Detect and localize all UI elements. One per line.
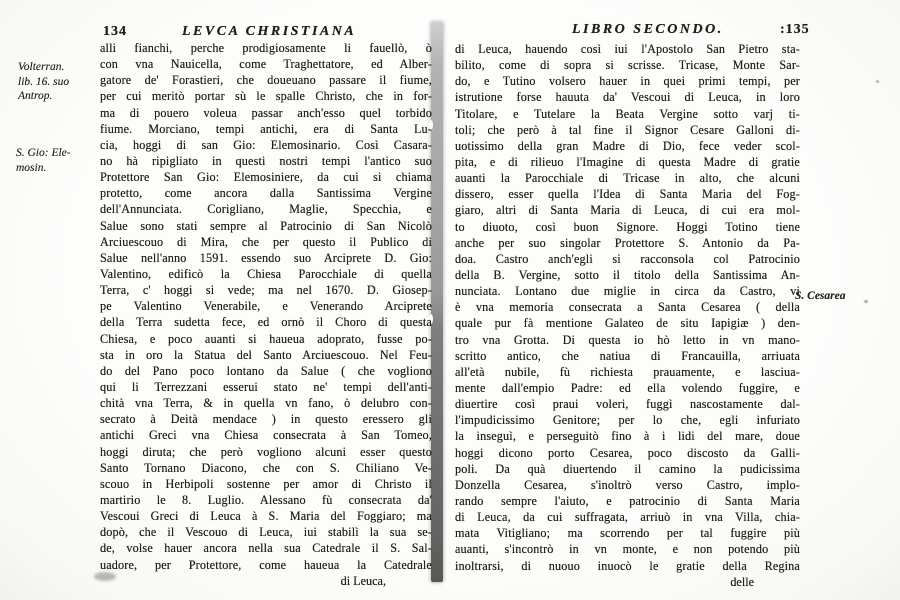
text-line: Volterran.: [18, 61, 65, 73]
text-line: di Leuca, da cui suffragata, arriuò in vna Villa, chia-: [455, 510, 800, 525]
ink-smudge: [94, 572, 116, 581]
text-line: do, e Tutino volsero hauer in quei primi tempi, per: [455, 74, 800, 89]
text-line: mata Vitigliano; ma scorrendo per tal fuggire più: [455, 526, 800, 541]
text-line: Arciuescouo di Mira, che per questo il Publico di: [100, 234, 432, 249]
text-line: dissero, esser quella l'Idea di Santa Maria del Fog-: [455, 187, 800, 202]
text-line: mente dall'empio Padre: ed ella volendo fuggire, e: [455, 380, 800, 395]
text-line: dopò, che il Vescouo di Leuca, iui stabilì la sua se-: [100, 525, 432, 540]
text-line: Salue sono stati sempre al Patrocinio di San Nicolò: [100, 218, 432, 233]
text-line: è vna memoria consecrata a Santa Cesarea ( della: [455, 300, 800, 315]
text-line: doa. Castro anch'egli si racconsola col Patrocinio: [455, 251, 800, 266]
text-line: chità vna Terra, & in quella vn fano, ò delubro con-: [100, 396, 432, 411]
left-body-lines: [100, 40, 432, 573]
text-line: della B. Vergine, sotto il titolo della Santissima An-: [455, 267, 800, 282]
text-line: de, volse hauer ancora nella sua Catedrale il S. Sal-: [100, 541, 432, 556]
text-line: antichi Greci vna Chiesa consecrata à San Tomeo,: [100, 428, 432, 443]
text-line: tro vna Grotta. Di questa io hò letto in vn mano-: [455, 332, 800, 347]
text-line: Protettore San Gio: Elemosiniere, da cui si chiama: [100, 170, 432, 185]
text-line: della Terra sudetta fece, ed ornò il Choro di questa: [100, 315, 432, 330]
left-catchword: di Leuca,: [340, 573, 386, 588]
text-line: la inseguì, e perseguitò fino à i lidi del mare, doue: [455, 429, 800, 444]
text-line: inoltrarsi, di nuouo inuocò le gratie della Regina: [455, 558, 800, 573]
text-line: all'età nubile, fù richiesta prauamente, e lasciua-: [455, 364, 800, 379]
margin-note-s-cesarea: S. Cesarea: [795, 290, 846, 302]
text-line: bilito, come di sopra si scrisse. Tricase, Monte Sar-: [455, 58, 800, 73]
text-line: gatore de' Forastieri, che doueuano passare il fiume,: [100, 73, 432, 88]
text-line: Salue nell'anno 1591. essendo suo Arciprete D. Gio:: [100, 250, 432, 265]
text-line: Vescoui Greci di Leuca à S. Maria del Foggiaro; ma: [100, 509, 432, 524]
text-line: pita, e di rilieuo l'Imagine di questa Madre di gratie: [455, 154, 800, 169]
paper-speck: [876, 80, 879, 83]
text-line: auanti, s'incontrò in vn monte, e non potendo più: [455, 542, 800, 557]
text-line: Donzella Cesarea, s'inoltrò verso Castro, implo-: [455, 477, 800, 492]
right-text-column: [455, 41, 800, 590]
text-line: scouo in Herbipoli sostenne per amor di Christo il: [100, 476, 432, 491]
text-line: Chiesa, e poco auanti si haueua adoprato, fusse po-: [100, 331, 432, 346]
text-line: l'impudicissimo Genitore; per lo che, egli infuriato: [455, 413, 800, 428]
text-line: protetto, come ancora dalla Santissima Vergine: [100, 186, 432, 201]
text-line: di Leuca, hauendo così iui l'Apostolo San Pietro sta-: [455, 42, 800, 56]
text-line: secrato à Deità mendace ) in questo eressero gli: [100, 412, 432, 427]
text-line: auanti la Parocchiale di Tricase in alto, che alcuni: [455, 171, 800, 186]
text-line: poli. Da quà diuertendo il camino la pudicissima: [455, 461, 800, 476]
left-text-column: [100, 40, 432, 589]
text-line: con vna Nauicella, come Traghettatore, ed Alber-: [100, 57, 432, 72]
text-line: giaro, altri di Santa Maria di Leuca, di cui era mol-: [455, 203, 800, 218]
text-line: do del Pano poco lontano da Salue ( che vogliono: [100, 363, 432, 378]
right-body-lines: [455, 41, 800, 574]
right-page: [444, 0, 900, 600]
text-line: Terra, c' hoggi si vede; ma nel 1670. D. Giosep-: [100, 283, 432, 298]
left-page: [0, 0, 431, 600]
text-line: martirio le 8. Luglio. Alessano fù consecrata da': [100, 492, 432, 507]
text-line: per cui meritò portar sù le spalle Christo, che in for-: [100, 89, 432, 104]
text-line: Antrop.: [18, 90, 53, 102]
text-line: mosin.: [16, 161, 47, 174]
text-line: alli fianchi, perche prodigiosamente li fauellò, ò: [100, 41, 432, 55]
text-line: qui li Terrezzani esserui stato ne' tempi dell'anti-: [100, 379, 432, 394]
text-line: rando sempre l'aiuto, e patrocinio di Santa Maria: [455, 493, 800, 508]
text-line: S. Gio: Ele-: [16, 147, 71, 159]
text-line: no hà ripigliato in questi nostri tempi l'antico suo: [100, 153, 432, 168]
margin-note-s-gio-elemosin: [16, 146, 100, 175]
text-line: uadore, per Protettore, come haueua la Catedrale: [100, 557, 432, 572]
page-number-right: :135: [780, 22, 810, 37]
text-line: Santo Tornano Diacono, che con S. Chiliano Ve-: [100, 460, 432, 475]
text-line: istrutione forse hauuta da' Vescoui di Leuca, in loro: [455, 90, 800, 105]
text-line: dell'Annunciata. Corigliano, Maglie, Specchia, e: [100, 202, 432, 217]
text-line: scritto antico, che natiua di Francauilla, arriuata: [455, 348, 800, 363]
text-line: Valentino, edificò la Chiesa Parocchiale di quella: [100, 266, 432, 281]
text-line: fiume. Morciano, tempi antichi, era di Santa Lu-: [100, 121, 432, 136]
text-line: sta in oro la Statua del Santo Arciuescouo. Nel Feu-: [100, 347, 432, 362]
page-number-left: 134: [103, 24, 127, 39]
text-line: hoggi diruta; che però vogliono alcuni esser questo: [100, 444, 432, 459]
text-line: to diuoto, così buon Signore. Hoggi Totino tiene: [455, 219, 800, 234]
text-line: ma di pouero voleua passar anch'esso quel torbido: [100, 105, 432, 120]
text-line: pe Valentino Venerabile, e Venerando Arciprete: [100, 299, 432, 314]
text-line: Titolare, e Tutelare la Beata Vergine sotto varj ti-: [455, 106, 800, 121]
text-line: hoggi dicono porto Cesarea, poco discosto da Galli-: [455, 445, 800, 460]
binding-gutter: [431, 22, 443, 582]
text-line: uotissimo della gran Madre di Dio, fece veder scol-: [455, 138, 800, 153]
text-line: cia, hoggi di san Gio: Elemosinario. Così Casara-: [100, 137, 432, 152]
margin-note-volterrano: [18, 60, 98, 104]
running-title-right: LIBRO SECONDO.: [572, 22, 724, 37]
paper-speck: [864, 300, 868, 303]
text-line: toli; che però à tal fine il Signor Cesare Galloni di-: [455, 122, 800, 137]
text-line: nunciata. Lontano due miglie in circa da Castro, vi: [455, 284, 800, 299]
text-line: quale pur fà mentione Galateo de situ Iapigiæ ) den-: [455, 316, 800, 331]
running-title-left: LEVCA CHRISTIANA: [182, 24, 357, 39]
right-catchword: delle: [730, 574, 754, 589]
text-line: diuertire così praui voleri, fuggì nascostamente dal-: [455, 397, 800, 412]
text-line: anche per suo singolar Protettore S. Antonio da Pa-: [455, 235, 800, 250]
text-line: lib. 16. suo: [18, 75, 70, 88]
